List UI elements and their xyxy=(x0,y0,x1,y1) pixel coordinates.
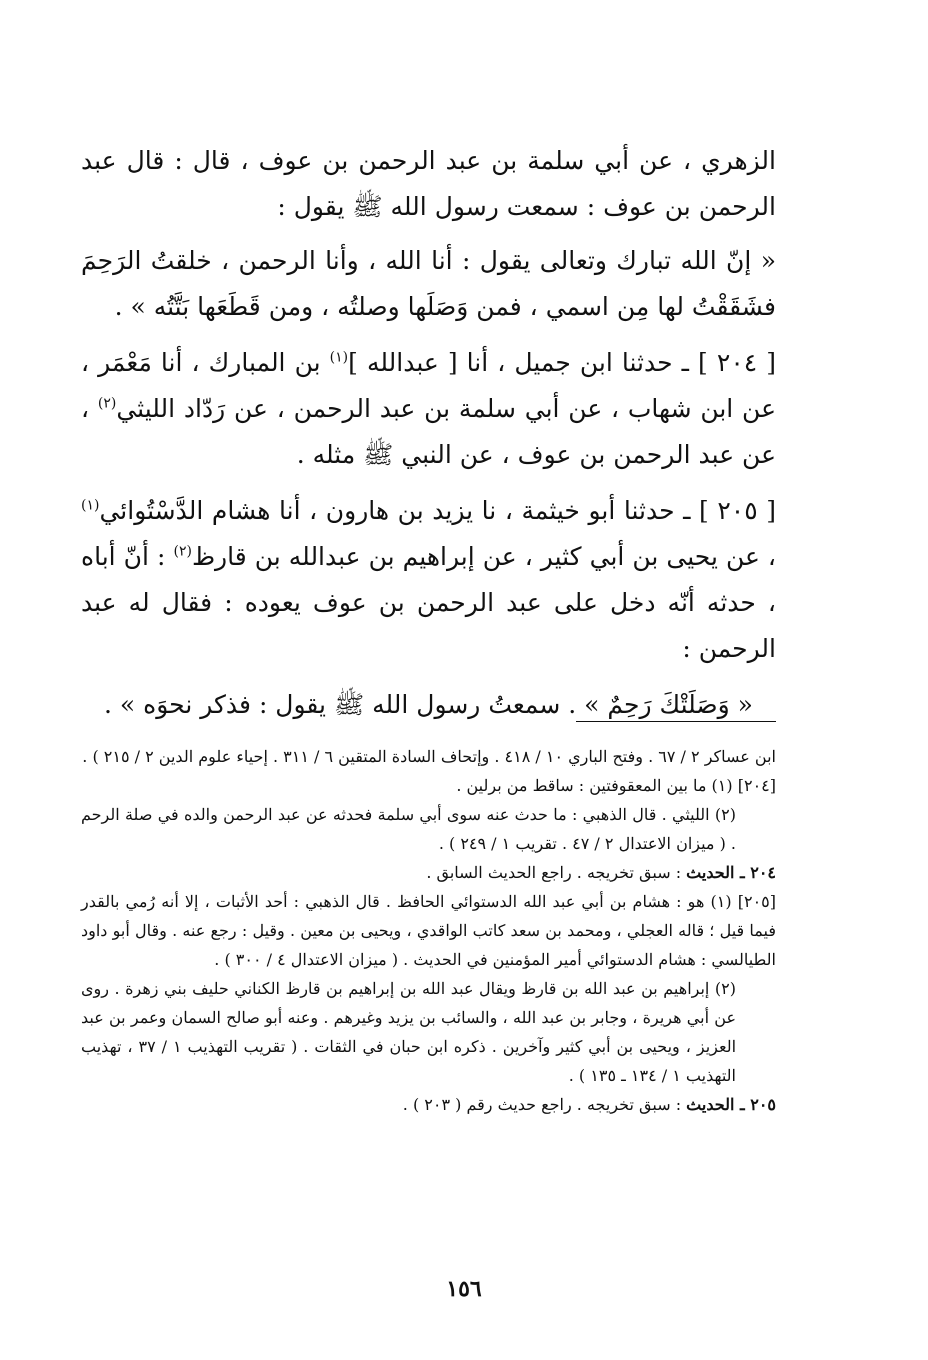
footnote-label: ٢٠٥ ـ الحديث xyxy=(686,1095,776,1114)
footnote-204-hadith xyxy=(81,858,776,887)
footnote-ref: (١) xyxy=(81,497,100,514)
footnote-text: : سبق تخريجه . راجع الحديث السابق . xyxy=(426,863,687,882)
hadith-205-end: : أنّ أباه ، حدثه أنّه دخل على عبد الرحمن بن عوف يعوده : فقال له عبد الرحمن : xyxy=(81,542,776,663)
footnote-205-2: (٢) إبراهيم بن عبد الله بن قارظ ويقال عبد الله بن إبراهيم بن قارظ الكناني حليف بني زهرة . روى عن أبي هريرة ، وجابر بن عبد الله ، والسائب بن يزيد وغيرهم . وعنه أبو صالح السمان وعمر بن عبد العزيز ، ويحيى بن أبي كثير وآخرين . ذكره ابن حبان في الثقات . ( تقريب التهذيب ١ / ٣٧ ، تهذيب التهذيب ١ / ١٣٤ ـ ١٣٥ ) . xyxy=(81,979,737,1085)
footnote-205-hadith xyxy=(81,1090,776,1119)
footnote-label: ٢٠٤ ـ الحديث xyxy=(686,863,776,882)
hadith-205-start: [ ٢٠٥ ] ـ حدثنا أبو خيثمة ، نا يزيد بن هارون ، أنا هشام الدَّسْتُوائي xyxy=(99,496,776,525)
footnotes xyxy=(81,742,776,1119)
hadith-205 xyxy=(81,488,776,672)
hadith-204 xyxy=(81,340,776,478)
footnote-divider xyxy=(576,721,776,722)
footnote-204-1: [٢٠٤] (١) ما بين المعقوفتين : ساقط من برلين . xyxy=(456,776,776,795)
footnote-205-1: [٢٠٥] (١) هو : هشام بن أبي عبد الله الدستوائي الحافظ . قال الذهبي : أحد الأثبات ، إلا أنه رُمي بالقدر فيما قيل ؛ قاله العجلي ، ومحمد بن سعد كاتب الواقدي ، ويحيى بن معين . وقيل : رجع عنه . وقال أبو داود الطيالسي : هشام الدستوائي أمير المؤمنين في الحديث . ( ميزان الاعتدال ٤ / ٣٠٠ ) . xyxy=(81,892,776,969)
footnote-ref: (١) xyxy=(329,349,349,366)
footnote-continuation: ابن عساكر ٢ / ٦٧ . وفتح الباري ١٠ / ٤١٨ . وإتحاف السادة المتقين ٦ / ٣١١ . إحياء علوم الدين ٢ / ٢١٥ ) . xyxy=(82,747,776,766)
footnote-text: : سبق تخريجه . راجع حديث رقم ( ٢٠٣ ) . xyxy=(402,1095,687,1114)
hadith-204-end: ، عن عبد الرحمن بن عوف ، عن النبي ﷺ مثله . xyxy=(81,394,776,469)
page-number: ١٥٦ xyxy=(446,1276,482,1302)
hadith-204-mid: بن المبارك ، أنا مَعْمَر ، عن ابن شهاب ، عن أبي سلمة بن عبد الرحمن ، عن رَدّاد الليثي xyxy=(81,348,776,423)
footnote-ref: (٢) xyxy=(173,543,192,560)
footnote-204-2: (٢) الليثي . قال الذهبي : ما حدث عنه سوى أبي سلمة فحدثه عن عبد الرحمن والده في صلة الرحم . ( ميزان الاعتدال ٢ / ٤٧ . تقريب ١ / ٢٤٩ ) . xyxy=(81,805,736,853)
hadith-quote: « إنّ الله تبارك وتعالى يقول : أنا الله ، وأنا الرحمن ، خلقتُ الرَحِمَ فشَقَقْتُ لها مِن اسمي ، فمن وَصَلَها وصلتُه ، ومن قَطَعَها بَتَّتُه » . xyxy=(81,246,776,321)
main-text xyxy=(81,138,776,738)
paragraph-continuation: الزهري ، عن أبي سلمة بن عبد الرحمن بن عوف ، قال : قال عبد الرحمن بن عوف : سمعت رسول الله ﷺ يقول : xyxy=(81,146,776,221)
hadith-204-start: [ ٢٠٤ ] ـ حدثنا ابن جميل ، أنا [ عبدالله ] xyxy=(348,348,777,377)
hadith-205-mid: ، عن يحيى بن أبي كثير ، عن إبراهيم بن عبدالله بن قارظ xyxy=(191,542,776,571)
hadith-205-quote: « وَصَلَتْكَ رَحِمٌ » . سمعتُ رسول الله ﷺ يقول : فذكر نحوَه » . xyxy=(104,690,753,719)
footnote-ref: (٢) xyxy=(97,395,117,412)
